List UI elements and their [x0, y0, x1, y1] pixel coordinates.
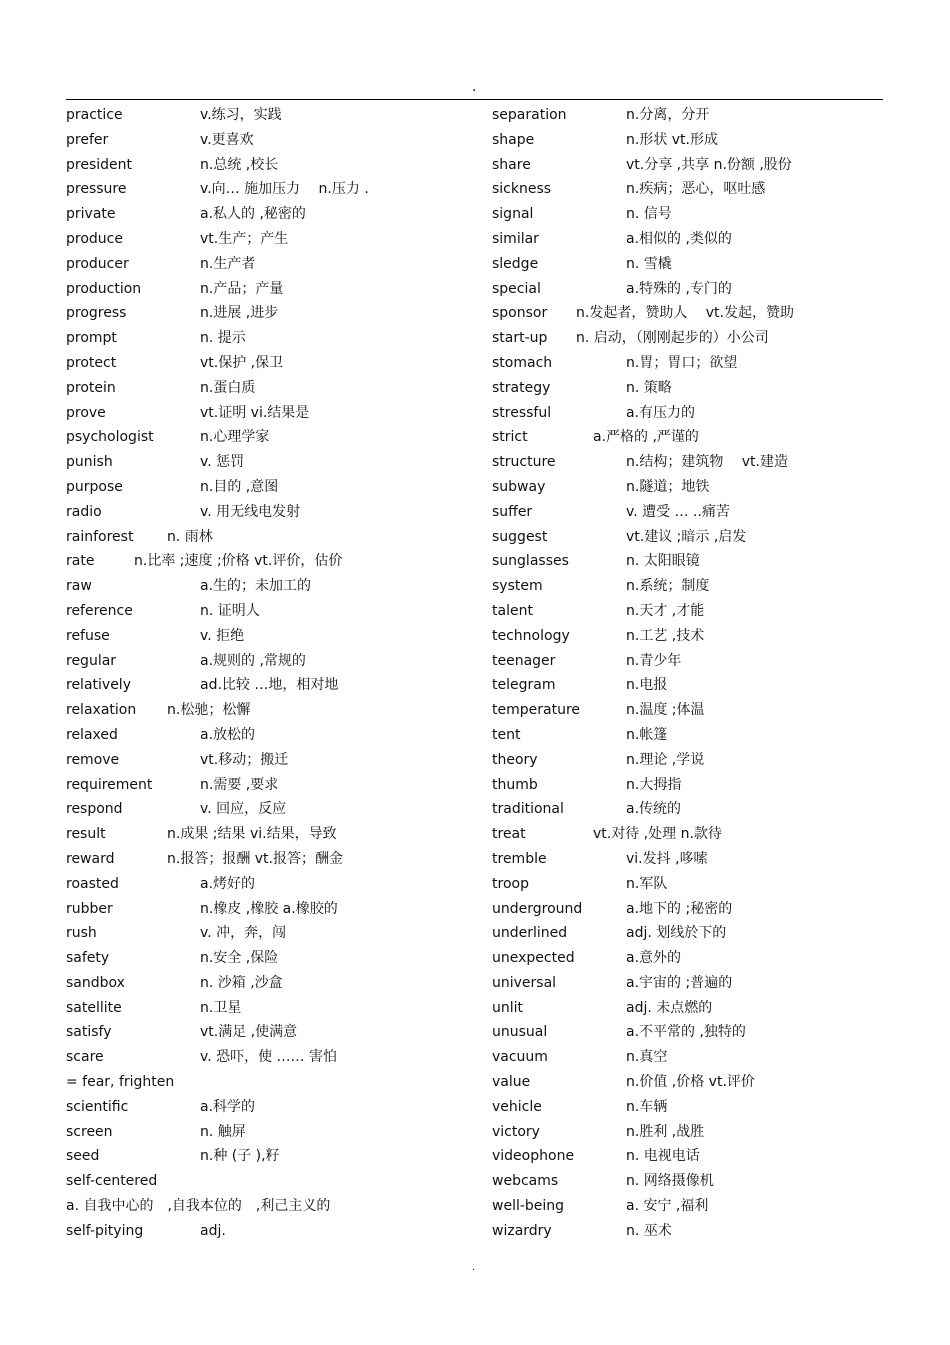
vocab-definition: v. 惩罚: [200, 454, 245, 471]
vocab-row: [66, 103, 476, 128]
vocab-definition: a.传统的: [626, 801, 682, 818]
vocab-definition: n. 巫术: [626, 1222, 672, 1239]
vocab-row: [492, 1020, 892, 1045]
vocab-row: [66, 847, 476, 872]
vocab-row: [492, 1169, 892, 1194]
vocab-definition: n.目的 ,意图: [200, 478, 279, 495]
vocab-row: [492, 1045, 892, 1070]
header-rule: [66, 99, 883, 100]
vocab-definition: n. 提示: [200, 330, 246, 347]
vocab-row: [66, 921, 476, 946]
vocab-word: structure: [492, 454, 556, 471]
vocab-definition: n.系统；制度: [626, 578, 710, 595]
vocab-row: [66, 673, 476, 698]
vocab-row: [492, 649, 892, 674]
vocab-definition: n. 雨林: [167, 528, 213, 545]
vocab-word: strategy: [492, 379, 551, 396]
vocab-definition: v.更喜欢: [200, 131, 254, 148]
vocab-word: self-centered: [66, 1173, 158, 1190]
vocab-word: well-being: [492, 1198, 565, 1215]
vocab-word: unlit: [492, 999, 524, 1016]
vocab-row: [492, 301, 892, 326]
vocab-word: vacuum: [492, 1049, 548, 1066]
vocab-definition: n.胃；胃口；欲望: [626, 354, 738, 371]
vocab-row: [66, 549, 476, 574]
vocab-definition: n. 启动，（刚刚起步的）小公司: [576, 330, 769, 347]
vocab-definition: a.科学的: [200, 1098, 256, 1115]
vocab-row: [492, 624, 892, 649]
vocab-word: pressure: [66, 181, 127, 198]
vocab-definition: n.军队: [626, 875, 668, 892]
vocab-row: [66, 1219, 476, 1244]
vocab-word: seed: [66, 1148, 100, 1165]
vocab-row: [492, 128, 892, 153]
vocab-row: [492, 549, 892, 574]
vocab-row: [66, 897, 476, 922]
vocab-word: scare: [66, 1049, 104, 1066]
vocab-word: rubber: [66, 900, 113, 917]
vocab-row: [492, 252, 892, 277]
vocab-row: [492, 277, 892, 302]
vocab-row: [492, 376, 892, 401]
vocab-row: [66, 153, 476, 178]
vocab-word: protein: [66, 379, 116, 396]
vocab-definition: n.心理学家: [200, 429, 270, 446]
vocab-definition: vt.证明 vi.结果是: [200, 404, 310, 421]
vocab-definition: v. 恐吓，使 …… 害怕: [200, 1049, 337, 1066]
vocab-row: [66, 872, 476, 897]
vocab-row: [492, 872, 892, 897]
vocab-definition: n.种 (子 ),籽: [200, 1148, 280, 1165]
vocab-definition: adj.: [200, 1222, 226, 1239]
vocab-row: [66, 450, 476, 475]
vocab-word: prompt: [66, 330, 117, 347]
vocab-word: punish: [66, 454, 113, 471]
vocab-definition: v. 遭受 … ..痛苦: [626, 503, 730, 520]
vocab-definition: n. 触屏: [200, 1123, 246, 1140]
vocab-word: wizardry: [492, 1222, 552, 1239]
vocab-word: suggest: [492, 528, 548, 545]
vocab-word: rush: [66, 925, 97, 942]
vocab-word: underlined: [492, 925, 568, 942]
vocab-row: [66, 1095, 476, 1120]
vocab-word: sponsor: [492, 305, 548, 322]
vocab-word: purpose: [66, 478, 123, 495]
vocab-row: [66, 177, 476, 202]
vocab-word: roasted: [66, 875, 119, 892]
vocab-row: [66, 277, 476, 302]
vocab-word: victory: [492, 1123, 540, 1140]
vocab-row: [66, 1020, 476, 1045]
vocab-word: tent: [492, 726, 521, 743]
vocab-definition: n. 证明人: [200, 602, 260, 619]
vocab-definition: n.报答；报酬 vt.报答；酬金: [167, 850, 343, 867]
vocab-definition: n.大拇指: [626, 776, 682, 793]
vocab-row: [66, 946, 476, 971]
vocab-definition: vt.生产；产生: [200, 230, 289, 247]
vocab-definition: a.放松的: [200, 726, 256, 743]
vocab-word: satisfy: [66, 1024, 112, 1041]
vocab-row: [66, 500, 476, 525]
vocab-row: [492, 897, 892, 922]
vocab-row: [66, 748, 476, 773]
vocab-row: [66, 971, 476, 996]
vocab-word: separation: [492, 107, 567, 123]
vocab-definition: vi.发抖 ,哆嗦: [626, 850, 708, 867]
vocab-definition: adj. 未点燃的: [626, 999, 713, 1016]
vocab-row: [66, 1120, 476, 1145]
vocab-word: requirement: [66, 776, 153, 793]
vocab-definition: n.工艺 ,技术: [626, 627, 705, 644]
vocab-word: result: [66, 826, 106, 843]
vocab-row: [66, 202, 476, 227]
vocab-word: practice: [66, 107, 123, 123]
vocab-row: [492, 1144, 892, 1169]
vocab-row: [492, 475, 892, 500]
vocab-row: [492, 103, 892, 128]
vocab-row: [66, 351, 476, 376]
vocab-definition: vt.对待 ,处理 n.款待: [593, 826, 722, 843]
vocab-word: telegram: [492, 677, 556, 694]
vocab-definition: adj. 划线於下的: [626, 925, 727, 942]
vocab-definition: n.结构；建筑物 vt.建造: [626, 454, 788, 471]
vocab-definition: n.发起者，赞助人 vt.发起，赞助: [576, 305, 794, 322]
vocab-definition: n.胜利 ,战胜: [626, 1123, 705, 1140]
vocab-word: signal: [492, 206, 534, 223]
vocab-row: [492, 996, 892, 1021]
vocab-word: self-pitying: [66, 1222, 144, 1239]
vocab-definition: n.理论 ,学说: [626, 751, 705, 768]
vocab-definition: a.有压力的: [626, 404, 696, 421]
vocab-row: [66, 1045, 476, 1070]
vocab-row: [492, 401, 892, 426]
header-dot: .: [472, 79, 477, 95]
vocab-row: [492, 1120, 892, 1145]
vocab-word: traditional: [492, 801, 564, 818]
vocab-word: private: [66, 206, 116, 223]
vocab-row: [66, 822, 476, 847]
vocab-word: psychologist: [66, 429, 154, 446]
vocab-word: radio: [66, 503, 102, 520]
vocab-row: [66, 1070, 476, 1095]
vocab-row: [66, 773, 476, 798]
vocab-row: [66, 326, 476, 351]
vocab-row: [66, 996, 476, 1021]
vocab-row: [492, 1070, 892, 1095]
vocab-word: prefer: [66, 131, 109, 148]
vocab-definition: n.隧道；地铁: [626, 478, 710, 495]
vocab-definition: n.进展 ,进步: [200, 305, 279, 322]
vocab-row: [492, 202, 892, 227]
vocab-definition: a.特殊的 ,专门的: [626, 280, 732, 297]
vocab-word: sledge: [492, 255, 539, 272]
vocab-word: teenager: [492, 652, 556, 669]
vocab-definition: a.私人的 ,秘密的: [200, 206, 306, 223]
vocab-definition: ad.比较 …地，相对地: [200, 677, 339, 694]
vocab-word: sandbox: [66, 974, 125, 991]
vocab-definition: n.车辆: [626, 1098, 668, 1115]
vocab-word: a. 自我中心的 ,自我本位的 ,利己主义的: [66, 1198, 331, 1215]
footer-dot: .: [472, 1262, 476, 1273]
vocab-row: [492, 153, 892, 178]
vocab-word: thumb: [492, 776, 538, 793]
vocab-definition: vt.保护 ,保卫: [200, 354, 284, 371]
vocab-definition: a.烤好的: [200, 875, 256, 892]
vocab-definition: n.成果 ;结果 vi.结果，导致: [167, 826, 337, 843]
vocab-row: [66, 252, 476, 277]
vocab-definition: vt.满足 ,使满意: [200, 1024, 298, 1041]
vocab-definition: n. 策略: [626, 379, 672, 396]
vocab-row: [492, 971, 892, 996]
vocab-word: start-up: [492, 330, 548, 347]
vocab-word: universal: [492, 974, 557, 991]
vocab-row: [492, 227, 892, 252]
vocab-word: satellite: [66, 999, 122, 1016]
vocab-definition: v. 冲，奔，闯: [200, 925, 287, 942]
vocab-word: regular: [66, 652, 117, 669]
vocab-row: [66, 599, 476, 624]
vocab-definition: n.电报: [626, 677, 668, 694]
vocab-row: [66, 1169, 476, 1194]
vocab-definition: v. 用无线电发射: [200, 503, 301, 520]
vocab-word: troop: [492, 875, 529, 892]
vocab-row: [492, 921, 892, 946]
vocab-word: remove: [66, 751, 120, 768]
vocab-row: [492, 351, 892, 376]
vocab-row: [66, 227, 476, 252]
vocab-word: = fear, frighten: [66, 1074, 175, 1091]
vocab-word: unusual: [492, 1024, 548, 1041]
vocab-definition: n.安全 ,保险: [200, 950, 279, 967]
vocab-word: tremble: [492, 850, 547, 867]
vocab-word: sunglasses: [492, 553, 569, 570]
vocab-word: screen: [66, 1123, 113, 1140]
vocab-definition: v.练习，实践: [200, 107, 282, 123]
vocab-row: [492, 326, 892, 351]
vocab-row: [492, 748, 892, 773]
vocab-word: safety: [66, 950, 110, 967]
vocab-definition: n.橡皮 ,橡胶 a.橡胶的: [200, 900, 338, 917]
vocab-word: special: [492, 280, 541, 297]
vocab-row: [66, 723, 476, 748]
vocab-row: [492, 525, 892, 550]
vocab-row: [492, 500, 892, 525]
vocab-word: videophone: [492, 1148, 575, 1165]
vocab-definition: a. 安宁 ,福利: [626, 1198, 709, 1215]
vocab-row: [66, 401, 476, 426]
vocab-definition: n.产品；产量: [200, 280, 284, 297]
vocab-definition: a.意外的: [626, 950, 682, 967]
vocab-word: produce: [66, 230, 123, 247]
vocab-definition: v.向… 施加压力 n.压力 .: [200, 181, 369, 198]
vocab-word: theory: [492, 751, 538, 768]
vocab-definition: n. 沙箱 ,沙盒: [200, 974, 283, 991]
vocab-row: [492, 1095, 892, 1120]
vocab-word: unexpected: [492, 950, 575, 967]
vocab-row: [492, 797, 892, 822]
vocab-row: [492, 723, 892, 748]
vocab-row: [492, 599, 892, 624]
vocab-definition: n.总统 ,校长: [200, 156, 279, 173]
vocab-row: [492, 1219, 892, 1244]
vocab-definition: n.天才 ,才能: [626, 602, 705, 619]
vocab-word: producer: [66, 255, 129, 272]
vocab-definition: vt.建议 ;暗示 ,启发: [626, 528, 747, 545]
vocab-word: underground: [492, 900, 583, 917]
vocab-definition: n. 电视电话: [626, 1148, 700, 1165]
vocab-word: temperature: [492, 702, 580, 719]
vocab-row: [66, 698, 476, 723]
vocab-definition: v. 拒绝: [200, 627, 245, 644]
vocab-word: production: [66, 280, 142, 297]
vocab-row: [492, 450, 892, 475]
vocab-row: [492, 847, 892, 872]
vocab-row: [492, 425, 892, 450]
vocab-word: refuse: [66, 627, 110, 644]
vocab-definition: n. 信号: [626, 206, 672, 223]
vocab-word: respond: [66, 801, 123, 818]
vocab-row: [492, 177, 892, 202]
vocab-definition: n.分离，分开: [626, 107, 710, 123]
vocab-definition: n.比率 ;速度 ;价格 vt.评价，估价: [134, 553, 343, 570]
vocab-word: treat: [492, 826, 526, 843]
vocab-definition: a.地下的 ;秘密的: [626, 900, 733, 917]
vocab-definition: n.形状 vt.形成: [626, 131, 718, 148]
vocab-word: system: [492, 578, 543, 595]
vocab-definition: n. 网络摄像机: [626, 1173, 714, 1190]
vocab-definition: a.规则的 ,常规的: [200, 652, 306, 669]
vocab-row: [66, 624, 476, 649]
vocab-word: raw: [66, 578, 92, 595]
vocab-definition: a.严格的 ,严谨的: [593, 429, 699, 446]
vocab-definition: a.不平常的 ,独特的: [626, 1024, 746, 1041]
vocab-word: relatively: [66, 677, 131, 694]
vocab-row: [66, 1144, 476, 1169]
vocab-row: [66, 1194, 476, 1219]
vocab-word: prove: [66, 404, 106, 421]
vocab-row: [66, 574, 476, 599]
vocab-word: reward: [66, 850, 115, 867]
vocab-word: reference: [66, 602, 133, 619]
vocab-definition: n.真空: [626, 1049, 668, 1066]
vocab-definition: n.价值 ,价格 vt.评价: [626, 1074, 755, 1091]
vocab-row: [66, 376, 476, 401]
vocab-definition: n.需要 ,要求: [200, 776, 279, 793]
vocab-definition: n. 雪橇: [626, 255, 672, 272]
vocab-word: vehicle: [492, 1098, 542, 1115]
vocab-word: stressful: [492, 404, 552, 421]
vocab-definition: n.生产者: [200, 255, 256, 272]
vocab-definition: vt.分享 ,共享 n.份额 ,股份: [626, 156, 792, 173]
vocab-row: [66, 525, 476, 550]
vocab-row: [66, 301, 476, 326]
vocab-definition: n.蛋白质: [200, 379, 256, 396]
vocab-definition: n.卫星: [200, 999, 242, 1016]
vocab-word: rate: [66, 553, 95, 570]
vocab-row: [492, 673, 892, 698]
vocab-word: rainforest: [66, 528, 134, 545]
vocab-word: technology: [492, 627, 570, 644]
vocab-word: relaxation: [66, 702, 137, 719]
vocab-row: [66, 425, 476, 450]
vocab-word: subway: [492, 478, 546, 495]
vocab-definition: n.温度 ;体温: [626, 702, 705, 719]
vocab-row: [66, 128, 476, 153]
vocab-definition: n.松驰；松懈: [167, 702, 251, 719]
vocab-word: value: [492, 1074, 531, 1091]
vocab-word: progress: [66, 305, 127, 322]
left-vocab-column: [66, 103, 476, 1244]
vocab-row: [492, 698, 892, 723]
vocab-definition: vt.移动；搬迁: [200, 751, 289, 768]
vocab-definition: a.生的；未加工的: [200, 578, 312, 595]
vocab-row: [66, 649, 476, 674]
vocab-word: scientific: [66, 1098, 129, 1115]
right-vocab-column: [492, 103, 892, 1244]
vocab-row: [66, 797, 476, 822]
vocab-definition: a.相似的 ,类似的: [626, 230, 732, 247]
vocab-row: [492, 773, 892, 798]
vocab-word: suffer: [492, 503, 533, 520]
vocab-row: [492, 946, 892, 971]
vocab-definition: n. 太阳眼镜: [626, 553, 700, 570]
vocab-word: strict: [492, 429, 528, 446]
vocab-definition: n.青少年: [626, 652, 682, 669]
vocab-word: sickness: [492, 181, 552, 198]
vocab-word: relaxed: [66, 726, 118, 743]
vocab-definition: n.疾病；恶心，呕吐感: [626, 181, 766, 198]
vocab-definition: n.帐篷: [626, 726, 668, 743]
vocab-word: president: [66, 156, 132, 173]
vocab-word: similar: [492, 230, 539, 247]
vocab-definition: a.宇宙的 ;普遍的: [626, 974, 733, 991]
vocab-row: [492, 1194, 892, 1219]
vocab-row: [492, 822, 892, 847]
vocab-row: [492, 574, 892, 599]
vocab-word: shape: [492, 131, 535, 148]
vocab-word: protect: [66, 354, 117, 371]
vocab-word: stomach: [492, 354, 553, 371]
vocab-word: talent: [492, 602, 533, 619]
vocab-word: webcams: [492, 1173, 559, 1190]
vocab-word: share: [492, 156, 531, 173]
vocab-definition: v. 回应，反应: [200, 801, 287, 818]
vocab-row: [66, 475, 476, 500]
